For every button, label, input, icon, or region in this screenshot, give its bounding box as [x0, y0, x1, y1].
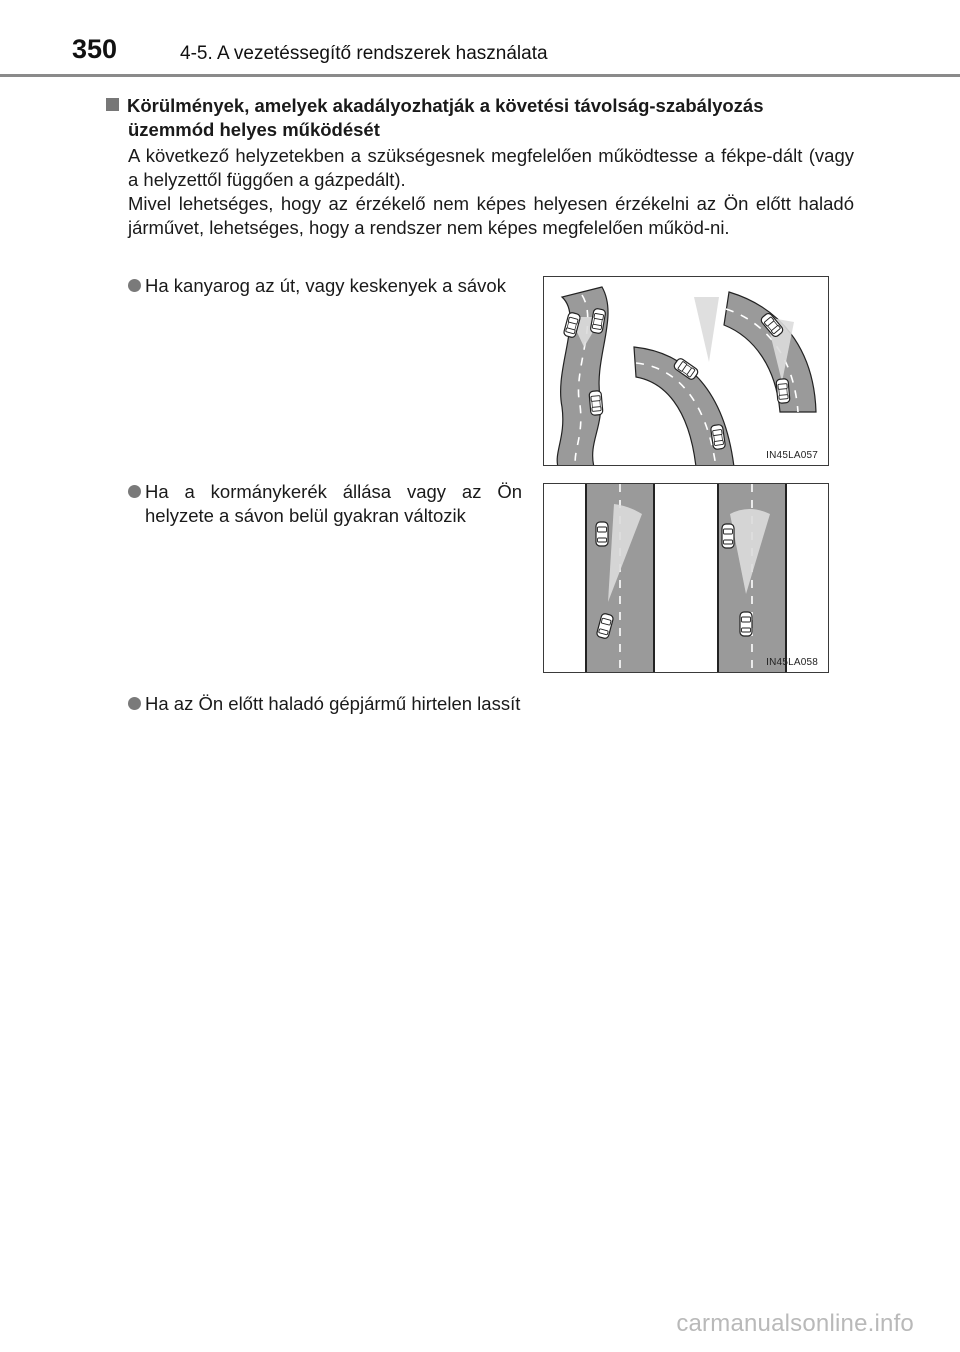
square-bullet-icon [106, 98, 119, 111]
paragraph-2: Mivel lehetséges, hogy az érzékelő nem képes helyesen érzékelni az Ön előtt haladó járművet, lehetséges, hogy a rendszer nem képes megfelelően működ-ni. [128, 193, 854, 238]
bullet-dot-icon [128, 485, 141, 498]
bullet-dot-icon [128, 279, 141, 292]
bullet-text-1: Ha kanyarog az út, vagy keskenyek a sávok [145, 275, 506, 296]
section-title: 4-5. A vezetéssegítő rendszerek használata [180, 43, 548, 64]
page-header [0, 0, 960, 80]
figure-straight-road [543, 483, 829, 673]
page-number: 350 [72, 34, 118, 64]
figure-code: IN45LA058 [766, 657, 818, 668]
curved-road-illustration [544, 277, 828, 465]
header-divider [0, 74, 960, 77]
heading-line-1: Körülmények, amelyek akadályozhatják a követési távolság-szabályozás [127, 95, 764, 116]
bullet-text-2: Ha a kormánykerék állása vagy az Ön helyzete a sávon belül gyakran változik [145, 481, 522, 526]
bullet-item-1 [128, 274, 522, 298]
paragraph-1: A következő helyzetekben a szükségesnek megfelelően működtesse a fékpe-dált (vagy a helyzettől függően a gázpedált). [128, 145, 854, 190]
bullet-text-3: Ha az Ön előtt haladó gépjármű hirtelen lassít [145, 693, 521, 714]
heading-line-2: üzemmód helyes működését [128, 119, 380, 140]
watermark: carmanualsonline.info [676, 1310, 914, 1337]
figure-code: IN45LA057 [766, 450, 818, 461]
bullet-item-2 [128, 480, 522, 528]
straight-road-illustration [544, 484, 828, 672]
figure-curved-road [543, 276, 829, 466]
subsection-heading [106, 94, 866, 142]
bullet-dot-icon [128, 697, 141, 710]
bullet-item-3 [128, 692, 728, 716]
